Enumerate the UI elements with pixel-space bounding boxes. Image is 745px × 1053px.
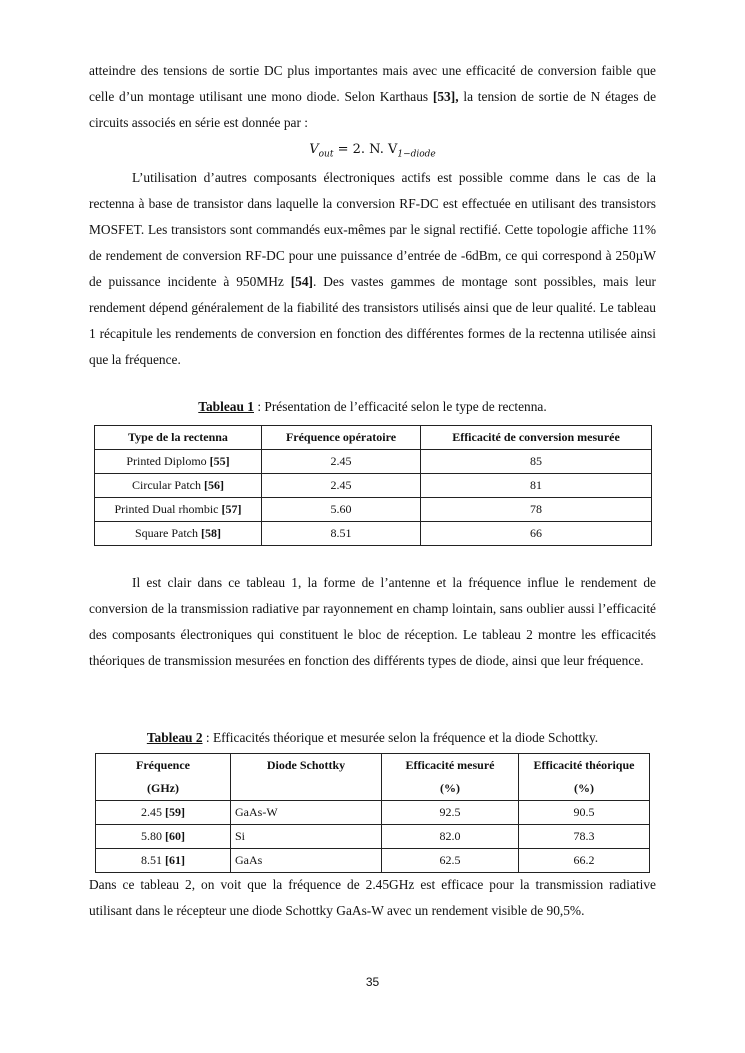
citation-53: [53],	[432, 89, 459, 104]
table2-cell-diode: GaAs-W	[231, 801, 382, 825]
formula-rhs-sub: 1−diode	[397, 149, 436, 160]
table2-cell-theoretical: 78.3	[519, 825, 650, 849]
table2-cell-theoretical: 90.5	[519, 801, 650, 825]
citation-59: [59]	[165, 805, 185, 819]
table1-caption-label: Tableau 1	[198, 399, 254, 414]
table1-header-type: Type de la rectenna	[95, 426, 262, 450]
equation-vout	[89, 141, 656, 164]
citation-56: [56]	[203, 478, 224, 492]
header-line: Fréquence	[136, 758, 190, 772]
rectenna-type: Printed Dual rhombic	[114, 502, 222, 516]
citation-57: [57]	[221, 502, 242, 516]
table1-cell-frequency: 2.45	[262, 474, 421, 498]
para1-line2b: la tension de	[458, 89, 534, 104]
header-line: Efficacité mesuré	[405, 758, 495, 772]
para1-line2a: faible que celle d’un montage utilisant une mono diode. Selon Karthaus	[89, 63, 656, 104]
formula-mid: = 2. N. V	[333, 142, 398, 157]
rectenna-type: Printed Diplomo	[126, 454, 210, 468]
table1-caption-text: : Présentation de l’efficacité selon le type de rectenna.	[253, 399, 547, 414]
header-line: (GHz)	[147, 781, 179, 795]
frequency-value: 8.51	[141, 853, 165, 867]
rectenna-type: Circular Patch	[132, 478, 204, 492]
table2-header-theoretical	[519, 754, 650, 801]
para1-line3: sortie de N étages de circuits associés en série est donnée par :	[89, 89, 657, 130]
rectenna-type: Square Patch	[135, 526, 201, 540]
table1-header-efficiency: Efficacité de conversion mesurée	[421, 426, 652, 450]
table-row	[95, 498, 652, 522]
table-rectenna-efficiency	[94, 425, 652, 546]
citation-55: [55]	[209, 454, 230, 468]
table2-caption-label: Tableau 2	[146, 730, 203, 745]
citation-54: [54]	[290, 274, 313, 289]
paragraph-4: Dans ce tableau 2, on voit que la fréquence de 2.45GHz est efficace pour la transmission radiative utilisant dans le récepteur une diode Schottky GaAs-W avec un rendement visible de 90,5%.	[89, 877, 656, 918]
frequency-value: 2.45	[141, 805, 165, 819]
table2-cell-diode: GaAs	[231, 849, 382, 873]
table2-cell-measured: 92.5	[382, 801, 519, 825]
table2-cell-theoretical: 66.2	[519, 849, 650, 873]
table2-cell-measured: 62.5	[382, 849, 519, 873]
paragraph-1	[89, 58, 656, 136]
table1-cell-frequency: 5.60	[262, 498, 421, 522]
table1-header-frequency: Fréquence opératoire	[262, 426, 421, 450]
frequency-value: 5.80	[141, 829, 165, 843]
paragraph-3: Il est clair dans ce tableau 1, la forme de l’antenne et la fréquence influe le rendement de conversion de la transmission radiative par rayonnement en champ lointain, sans oublier aussi l’efficacité des composants électroniques qui constituent le bloc de réception. Le tableau 2 montre les efficacités théoriques de transmission mesurées en fonction des différents types de diode, ainsi que leur fréquence.	[89, 575, 656, 668]
table1-header-row	[95, 426, 652, 450]
citation-61: [61]	[165, 853, 185, 867]
header-line: Diode Schottky	[266, 758, 346, 772]
table2-cell-measured: 82.0	[382, 825, 519, 849]
table-row	[95, 474, 652, 498]
table1-cell-type	[95, 498, 262, 522]
table1-cell-efficiency: 78	[421, 498, 652, 522]
table2-cell-frequency	[96, 849, 231, 873]
table-row	[96, 849, 650, 873]
table1-cell-efficiency: 66	[421, 522, 652, 546]
table1-cell-type	[95, 450, 262, 474]
citation-60: [60]	[165, 829, 185, 843]
formula-lhs: V	[309, 142, 319, 157]
para2-text-b: . Des vastes gammes de montage sont possibles, mais leur rendement dépend généralement de la fiabilité des transistors utilisés ainsi que de leur qualité. Le tableau 1 récapitule les rendements de conversion en fonction des différentes formes de la rectenna utilisée ainsi que la fréquence.	[89, 274, 657, 367]
table-row	[96, 825, 650, 849]
header-line: (%)	[440, 781, 460, 795]
para2-text-a: L’utilisation d’autres composants électroniques actifs est possible comme dans le cas de la rectenna à base de transistor dans laquelle la conversion RF-DC est effectuée en utilisant des transistors MOSFET. Les transistors sont commandés eux-mêmes par le signal rectifié. Cette topologie affiche 11% de rendement de conversion RF-DC pour une puissance d’entrée de -6dBm, ce qui correspond à 250µW de puissance incidente à 950MHz	[89, 170, 656, 289]
page-number: 35	[365, 975, 380, 989]
table2-cell-diode: Si	[231, 825, 382, 849]
table2-header-frequency	[96, 754, 231, 801]
table1-cell-type	[95, 474, 262, 498]
formula-lhs-sub: out	[318, 149, 334, 160]
header-line: Efficacité théorique	[533, 758, 635, 772]
table-schottky-efficiency	[95, 753, 650, 873]
table2-caption	[89, 729, 656, 747]
table1-cell-type	[95, 522, 262, 546]
table1-cell-frequency: 8.51	[262, 522, 421, 546]
para1-line1: atteindre des tensions de sortie DC plus importantes mais avec une efficacité de conversion	[89, 63, 597, 78]
table1-cell-efficiency: 81	[421, 474, 652, 498]
table1-cell-frequency: 2.45	[262, 450, 421, 474]
table-row	[95, 522, 652, 546]
table1-caption	[89, 398, 656, 416]
table2-header-measured	[382, 754, 519, 801]
paragraph-2	[89, 165, 656, 373]
table2-header-diode	[231, 754, 382, 801]
table1-cell-efficiency: 85	[421, 450, 652, 474]
table-row	[96, 801, 650, 825]
table2-caption-text: : Efficacités théorique et mesurée selon la fréquence et la diode Schottky.	[202, 730, 599, 745]
header-line: (%)	[574, 781, 594, 795]
table2-header-row	[96, 754, 650, 801]
citation-58: [58]	[200, 526, 221, 540]
table2-cell-frequency	[96, 825, 231, 849]
table-row	[95, 450, 652, 474]
table2-cell-frequency	[96, 801, 231, 825]
